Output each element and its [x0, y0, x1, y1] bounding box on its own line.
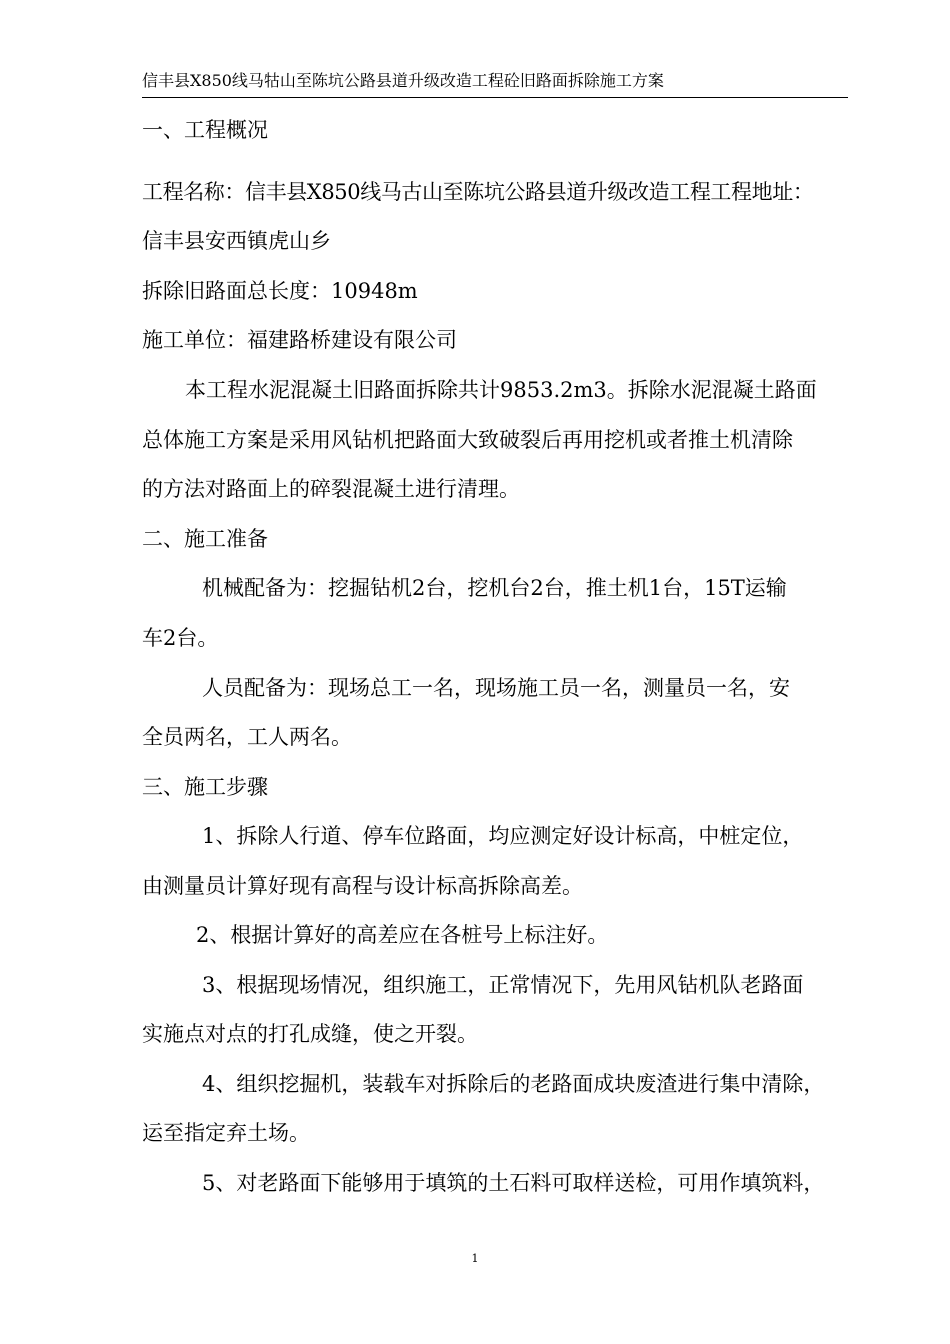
step-line: 5、对老路面下能够用于填筑的土石料可取样送检，可用作填筑料，	[202, 1171, 825, 1195]
paragraph-line: 全员两名，工人两名。	[142, 725, 352, 749]
section-heading-steps: 三、施工步骤	[142, 775, 268, 799]
paragraph-line: 本工程水泥混凝土旧路面拆除共计9853.2m3。拆除水泥混凝土路面	[185, 378, 817, 402]
project-address-line: 信丰县安西镇虎山乡	[142, 229, 331, 253]
section-heading-overview: 一、工程概况	[142, 118, 268, 142]
project-name-line: 工程名称：信丰县X850线马古山至陈坑公路县道升级改造工程工程地址：	[142, 180, 814, 204]
step-line: 3、根据现场情况，组织施工，正常情况下，先用风钻机队老路面	[202, 973, 804, 997]
paragraph-line: 的方法对路面上的碎裂混凝土进行清理。	[142, 477, 520, 501]
paragraph-line: 总体施工方案是采用风钻机把路面大致破裂后再用挖机或者推土机清除	[142, 428, 793, 452]
page-number: 1	[471, 1252, 479, 1265]
section-heading-preparation: 二、施工准备	[142, 527, 268, 551]
total-length-line: 拆除旧路面总长度：10948m	[142, 279, 418, 303]
step-line: 实施点对点的打孔成缝，使之开裂。	[142, 1022, 478, 1046]
paragraph-line: 车2台。	[142, 626, 219, 650]
step-line: 2、根据计算好的高差应在各桩号上标注好。	[196, 923, 609, 947]
step-line: 1、拆除人行道、停车位路面，均应测定好设计标高，中桩定位，	[202, 824, 804, 848]
step-line: 由测量员计算好现有高程与设计标高拆除高差。	[142, 874, 583, 898]
paragraph-line: 机械配备为：挖掘钻机2台，挖机台2台，推土机1台，15T运输	[202, 576, 787, 600]
running-header: 信丰县X850线马牯山至陈坑公路县道升级改造工程砼旧路面拆除施工方案	[142, 71, 664, 90]
header-divider	[142, 97, 848, 98]
step-line: 运至指定弃土场。	[142, 1121, 310, 1145]
construction-unit-line: 施工单位：福建路桥建设有限公司	[142, 328, 457, 352]
paragraph-line: 人员配备为：现场总工一名，现场施工员一名，测量员一名，安	[202, 676, 790, 700]
step-line: 4、组织挖掘机，装载车对拆除后的老路面成块废渣进行集中清除，	[202, 1072, 825, 1096]
